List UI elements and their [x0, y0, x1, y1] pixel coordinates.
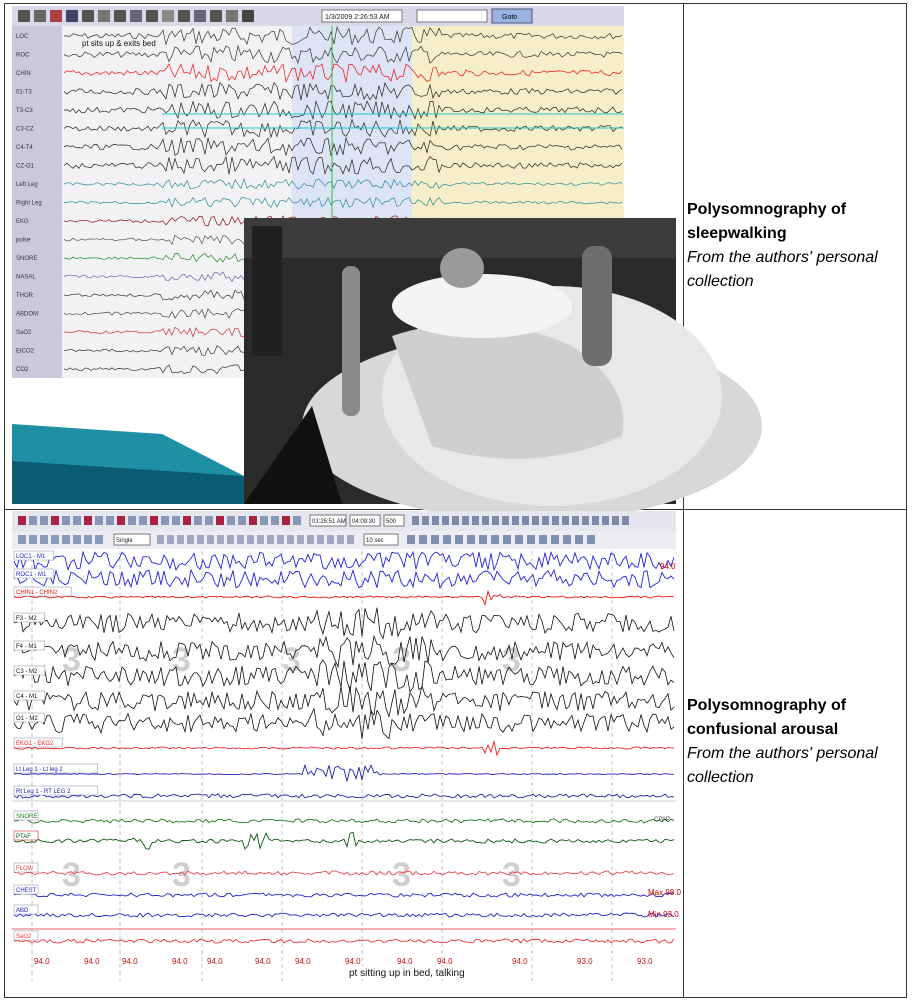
toolbar-icon[interactable] [602, 516, 609, 525]
confusional-arousal-figure [12, 511, 681, 995]
toolbar-icon[interactable] [527, 535, 535, 544]
right-label-max: Max 98.0 [648, 888, 681, 897]
caption-title: Polysomnography of confusional arousal [687, 697, 847, 738]
toolbar-icon[interactable] [62, 535, 70, 544]
toolbar-icon[interactable] [217, 535, 224, 544]
toolbar-icon[interactable] [249, 516, 257, 525]
toolbar-icon[interactable] [575, 535, 583, 544]
column-divider [683, 4, 684, 997]
channel-label: LOC1 - M1 [16, 554, 46, 560]
spo2-readout: 94.0 [207, 957, 223, 966]
spo2-readout: 94.0 [172, 957, 188, 966]
toolbar-icon[interactable] [157, 535, 164, 544]
toolbar-icon[interactable] [431, 535, 439, 544]
channel-label: ROC [16, 52, 30, 59]
toolbar-icon[interactable] [29, 535, 37, 544]
toolbar-icon[interactable] [84, 535, 92, 544]
toolbar-icon[interactable] [462, 516, 469, 525]
toolbar-icon[interactable] [503, 535, 511, 544]
spo2-readout: 94.0 [295, 957, 311, 966]
stage-marker: 3 [172, 856, 191, 894]
channel-label: LOC [16, 34, 29, 40]
toolbar-icon[interactable] [407, 535, 415, 544]
toolbar-icon[interactable] [139, 516, 147, 525]
channel-label: CHIN1 - CHIN2 [16, 590, 58, 596]
channel-label: THOR [16, 293, 33, 299]
channel-label: Rt Leg 1 - RT LEG 2 [16, 789, 71, 795]
toolbar-icon[interactable] [502, 516, 509, 525]
toolbar-icon[interactable] [106, 516, 114, 525]
channel-label: C3 - M2 [16, 669, 38, 675]
toolbar-icon[interactable] [238, 516, 246, 525]
annotation-label: pt sits up & exits bed [82, 39, 156, 48]
toolbar-icon[interactable] [95, 516, 103, 525]
sleepwalking-figure [12, 6, 676, 504]
toolbar-icon[interactable] [552, 516, 559, 525]
channel-label: PTAF [16, 834, 31, 840]
toolbar-icon[interactable] [472, 516, 479, 525]
channel-label: SaO2 [16, 330, 32, 336]
toolbar-icon[interactable] [207, 535, 214, 544]
spo2-readout: 93.0 [577, 957, 593, 966]
toolbar-icons [18, 10, 254, 22]
spo2-readout: 94.0 [397, 957, 413, 966]
toolbar-icon[interactable] [612, 516, 619, 525]
toolbar-icon[interactable] [515, 535, 523, 544]
toolbar-icon[interactable] [29, 516, 37, 525]
right-label-min: Min 93.0 [648, 910, 679, 919]
toolbar-icon[interactable] [73, 535, 81, 544]
annotation-label: pt sitting up in bed, talking [349, 968, 465, 979]
toolbar-icon[interactable] [551, 535, 559, 544]
toolbar-icon[interactable] [491, 535, 499, 544]
toolbar-icon[interactable] [277, 535, 284, 544]
channel-label: CZ-O1 [16, 163, 34, 170]
toolbar-icon[interactable] [40, 535, 48, 544]
caption-confusional-arousal [687, 694, 897, 790]
toolbar-icon[interactable] [572, 516, 579, 525]
channel-label: SNORE [16, 256, 38, 262]
toolbar-icon[interactable] [227, 535, 234, 544]
channel-label: 01-T3 [16, 89, 32, 96]
channel-label: F3 - M2 [16, 616, 37, 622]
toolbar-icon[interactable] [260, 516, 268, 525]
channel-label: ABDOM [16, 311, 39, 318]
toolbar-icon[interactable] [216, 516, 224, 525]
stage-marker: 3 [502, 641, 521, 679]
channel-label: Right Leg [16, 200, 42, 207]
toolbar-icon[interactable] [267, 535, 274, 544]
spo2-readout: 94.0 [345, 957, 361, 966]
toolbar-icon[interactable] [73, 516, 81, 525]
toolbar-icon[interactable] [95, 535, 103, 544]
toolbar-icon[interactable] [592, 516, 599, 525]
toolbar-icon[interactable] [622, 516, 629, 525]
toolbar-icon[interactable] [282, 516, 290, 525]
toolbar-icon[interactable] [177, 535, 184, 544]
channel-label: NASAL [16, 274, 36, 281]
toolbar-icon[interactable] [307, 535, 314, 544]
toolbar-icon[interactable] [161, 516, 169, 525]
stage-marker: 3 [62, 641, 81, 679]
channel-label: Lt Leg 1 - Lt leg 2 [16, 767, 63, 773]
channel-label: C4 - M1 [16, 694, 38, 700]
toolbar-icon[interactable] [18, 535, 26, 544]
toolbar-icon[interactable] [442, 516, 449, 525]
channel-label: SNORE [16, 814, 38, 820]
toolbar-icon[interactable] [443, 535, 451, 544]
stage-marker: 3 [392, 641, 411, 679]
toolbar-icon[interactable] [271, 516, 279, 525]
channel-label: ROC1 - M1 [16, 572, 47, 578]
count-field-text: 500 [386, 519, 397, 525]
toolbar-icon[interactable] [167, 535, 174, 544]
toolbar-time-text: 1/3/2009 2:26:53 AM [325, 14, 390, 21]
toolbar-icon[interactable] [237, 535, 244, 544]
toolbar-icon[interactable] [297, 535, 304, 544]
spo2-readout: 94.0 [122, 957, 138, 966]
toolbar-icon[interactable] [317, 535, 324, 544]
toolbar-icon[interactable] [562, 516, 569, 525]
toolbar-icon[interactable] [293, 516, 301, 525]
stage-marker: 3 [172, 641, 191, 679]
toolbar-icon[interactable] [247, 535, 254, 544]
mode-select-text: Single [116, 538, 133, 544]
toolbar-icon[interactable] [51, 535, 59, 544]
caption-source: From the authors' personal collection [687, 745, 878, 786]
toolbar-icon[interactable] [197, 535, 204, 544]
toolbar-icon[interactable] [227, 516, 235, 525]
toolbar-icon[interactable] [467, 535, 475, 544]
spo2-readout: 94.0 [255, 957, 271, 966]
toolbar-icon[interactable] [327, 535, 334, 544]
toolbar-icon[interactable] [40, 516, 48, 525]
spo2-readout: 93.0 [637, 957, 653, 966]
goto-button-label: Goto [502, 14, 518, 21]
channel-label: CHIN [16, 71, 31, 77]
stage-marker: 3 [282, 641, 301, 679]
toolbar-icon[interactable] [347, 535, 354, 544]
toolbar-icon[interactable] [187, 535, 194, 544]
toolbar-icon[interactable] [422, 516, 429, 525]
channel-label: CHEST [16, 888, 37, 894]
toolbar-icon[interactable] [117, 516, 125, 525]
toolbar-icon[interactable] [18, 516, 26, 525]
toolbar-icon[interactable] [542, 516, 549, 525]
toolbar-select[interactable] [417, 10, 487, 22]
spo2-readout: 94.0 [34, 957, 50, 966]
caption-sleepwalking [687, 198, 897, 294]
channel-label: EKG1 - EKG2 [16, 741, 54, 747]
spo2-readout: 94.0 [512, 957, 528, 966]
toolbar-icon[interactable] [563, 535, 571, 544]
toolbar-icon[interactable] [287, 535, 294, 544]
toolbar-icon[interactable] [205, 516, 213, 525]
toolbar-icon[interactable] [183, 516, 191, 525]
toolbar-icon[interactable] [532, 516, 539, 525]
stage-marker: 3 [502, 856, 521, 894]
channel-label: C3-CZ [16, 126, 34, 133]
right-label-top: 94.0 [660, 562, 676, 571]
channel-label: T3-C3 [16, 108, 33, 114]
toolbar-icon[interactable] [337, 535, 344, 544]
toolbar-icon[interactable] [128, 516, 136, 525]
right-label-cpap: CPAP [654, 817, 670, 823]
spo2-readout: 94.0 [84, 957, 100, 966]
channel-label: pulse [16, 237, 31, 244]
toolbar-icon[interactable] [194, 516, 202, 525]
toolbar-icon[interactable] [412, 516, 419, 525]
toolbar-icon[interactable] [587, 535, 595, 544]
toolbar-icon[interactable] [257, 535, 264, 544]
toolbar-icon[interactable] [539, 535, 547, 544]
toolbar-icon[interactable] [522, 516, 529, 525]
channel-label: ABD [16, 908, 29, 914]
spo2-readout: 94.0 [437, 957, 453, 966]
toolbar-icon[interactable] [482, 516, 489, 525]
time-field-text: 01:25:51 AM [312, 519, 346, 525]
caption-title: Polysomnography of sleepwalking [687, 201, 847, 242]
channel-label: F4 - M1 [16, 644, 37, 650]
channel-label: EKG [16, 219, 29, 225]
time-field-2-text: 04:09:30 [352, 519, 376, 525]
channel-label: Left Leg [16, 182, 38, 188]
toolbar-icon[interactable] [84, 516, 92, 525]
toolbar-icon[interactable] [419, 535, 427, 544]
channel-label: FLOW [16, 866, 34, 872]
toolbar-icon[interactable] [432, 516, 439, 525]
toolbar-icon[interactable] [582, 516, 589, 525]
toolbar-icon[interactable] [479, 535, 487, 544]
channel-label: CO2 [16, 367, 29, 373]
channel-label: SaO2 [16, 934, 32, 940]
channel-label: O1 - M2 [16, 716, 38, 722]
stage-marker: 3 [62, 856, 81, 894]
caption-source: From the authors' personal collection [687, 249, 878, 290]
toolbar-icon[interactable] [512, 516, 519, 525]
toolbar-icon[interactable] [455, 535, 463, 544]
toolbar-icon[interactable] [51, 516, 59, 525]
epoch-select-text: 10 sec [366, 538, 384, 544]
toolbar-icon[interactable] [172, 516, 180, 525]
channel-label: C4-T4 [16, 145, 33, 151]
channel-label: EtCO2 [16, 348, 35, 355]
stage-marker: 3 [392, 856, 411, 894]
trace-area [12, 549, 676, 995]
toolbar-icon[interactable] [492, 516, 499, 525]
toolbar-icon[interactable] [452, 516, 459, 525]
toolbar-icon[interactable] [150, 516, 158, 525]
toolbar-icon[interactable] [62, 516, 70, 525]
